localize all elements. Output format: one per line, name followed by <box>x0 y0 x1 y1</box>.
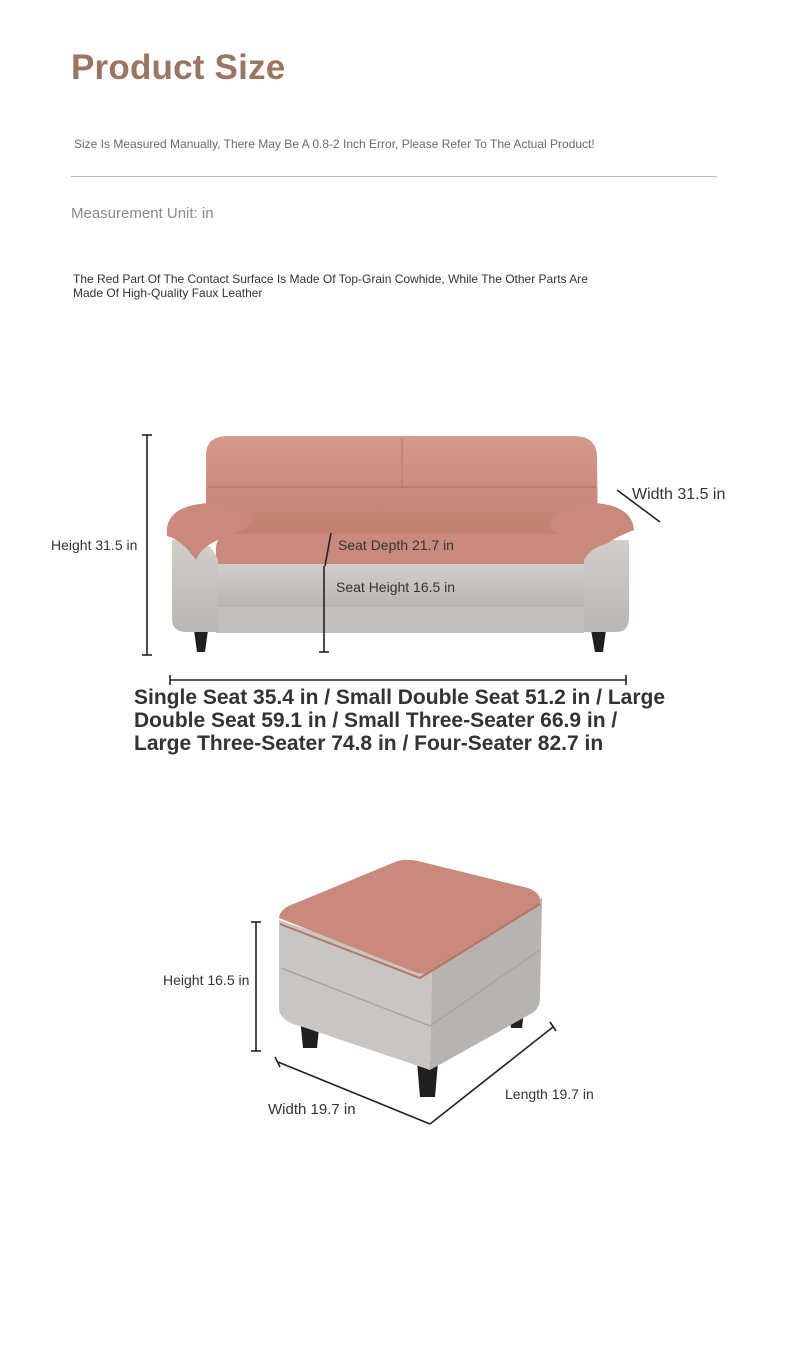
measurement-unit: Measurement Unit: in <box>71 205 214 222</box>
sofa-right-arm <box>584 540 629 632</box>
sofa-leg <box>591 630 606 652</box>
ottoman-height-label: Height 16.5 in <box>163 972 250 988</box>
sofa-leg <box>194 630 208 652</box>
seat-depth-label: Seat Depth 21.7 in <box>338 537 454 553</box>
sofa-height-label: Height 31.5 in <box>51 537 138 553</box>
divider <box>71 176 717 177</box>
size-disclaimer: Size Is Measured Manually, There May Be A 0.8-2 Inch Error, Please Refer To The Actual Product! <box>74 137 595 151</box>
ottoman-width-label: Width 19.7 in <box>268 1101 356 1118</box>
ottoman-length-label: Length 19.7 in <box>505 1086 594 1102</box>
material-note: The Red Part Of The Contact Surface Is Made Of Top-Grain Cowhide, While The Other Parts Are Made Of High-Quality Faux Leather <box>73 272 588 300</box>
ottoman-illustration <box>0 840 790 1140</box>
seat-height-label: Seat Height 16.5 in <box>336 579 456 595</box>
sofa-width-label: Width 31.5 in <box>632 486 726 503</box>
sofa-lengths-text: Single Seat 35.4 in / Small Double Seat 51.2 in / Large Double Seat 59.1 in / Small Three-Seater 66.9 in / Large Three-Seater 74.8 in / Four-Seater 82.7 in <box>134 686 666 755</box>
page-title: Product Size <box>71 48 286 87</box>
